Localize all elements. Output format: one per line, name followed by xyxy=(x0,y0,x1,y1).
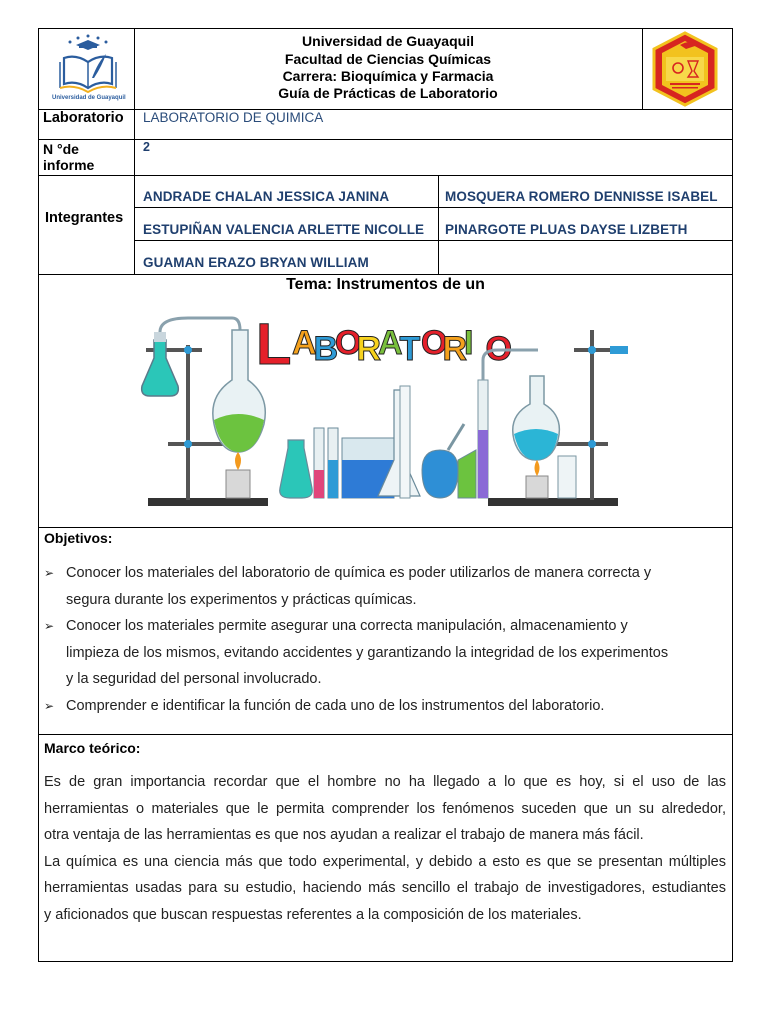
marco-line-3: otra ventaja de las herramientas es que nos ayudan a realizar el trabajo de manera más fácil. xyxy=(44,827,644,843)
member-1: ANDRADE CHALAN JESSICA JANINA xyxy=(143,189,390,204)
objetivo-3-line-1: Comprender e identificar la función de cada uno de los instrumentos del laboratorio. xyxy=(66,698,605,714)
objetivo-1-line-1: Conocer los materiales del laboratorio de química es poder utilizarlos de manera correcta y xyxy=(66,565,652,581)
marco-line-5: herramientas usadas para su estudio, haciendo más sencillo el trabajo de investigadores, estudiantes xyxy=(44,880,726,896)
banner-letter: B xyxy=(313,330,339,368)
banner-letter: A xyxy=(378,324,403,362)
logo-caption: Universidad de Guayaquil xyxy=(52,95,126,101)
banner-letter: T xyxy=(399,330,421,368)
header-guide: Guía de Prácticas de Laboratorio xyxy=(278,85,498,101)
banner-letter: I xyxy=(464,324,474,362)
arrow-bullet-icon: ➢ xyxy=(44,699,55,713)
tema-label: Tema: Instrumentos de un xyxy=(286,276,485,293)
marco-line-6: y aficionados que buscan respuestas referentes a la composición de los materiales. xyxy=(44,906,582,923)
banner-letters xyxy=(256,312,512,377)
member-2: MOSQUERA ROMERO DENNISSE ISABEL xyxy=(445,189,718,204)
marco-paragraph xyxy=(44,769,726,928)
marco-line-1: Es de gran importancia recordar que el hombre no ha llegado a lo que es hoy, si el uso de las xyxy=(44,774,726,790)
objetivo-3 xyxy=(44,693,716,720)
marco-line-2: herramientas o materiales que le permita comprender los fenómenos suceden que un su alrededor, xyxy=(44,800,726,817)
header-faculty: Facultad de Ciencias Químicas xyxy=(284,51,492,67)
laboratorio-value: LABORATORIO DE QUIMICA xyxy=(143,110,324,125)
objetivo-2-line-2: limpieza de los mismos, evitando accidentes y garantizando la integridad de los experimentos xyxy=(66,644,669,661)
banner-letter: O xyxy=(485,330,512,368)
objetivos-title: Objetivos: xyxy=(44,530,113,546)
member-3: ESTUPIÑAN VALENCIA ARLETTE NICOLLE xyxy=(143,222,425,237)
objetivo-1 xyxy=(44,560,716,613)
arrow-bullet-icon: ➢ xyxy=(44,619,55,633)
member-4: PINARGOTE PLUAS DAYSE LIZBETH xyxy=(445,222,688,237)
header-career: Carrera: Bioquímica y Farmacia xyxy=(282,68,494,84)
banner-letter: O xyxy=(335,324,362,362)
informe-label-2: informe xyxy=(43,157,95,173)
objetivo-2 xyxy=(44,613,716,693)
informe-label-1: N °de xyxy=(43,141,79,157)
banner-letter: R xyxy=(356,330,382,368)
university-logo xyxy=(48,32,128,106)
banner-letter: O xyxy=(421,324,448,362)
laboratory-illustration xyxy=(138,300,628,512)
arrow-bullet-icon: ➢ xyxy=(44,566,55,580)
member-5: GUAMAN ERAZO BRYAN WILLIAM xyxy=(143,255,369,270)
integrantes-label: Integrantes xyxy=(45,210,124,226)
objetivo-2-line-3: y la seguridad del personal involucrado. xyxy=(66,671,322,687)
laboratorio-label: Laboratorio xyxy=(43,110,124,126)
marco-title: Marco teórico: xyxy=(44,740,141,756)
faculty-emblem xyxy=(650,31,720,107)
marco-line-4: La química es una ciencia más que todo experimental, y debido a esto es que se presentan múltiples xyxy=(44,853,726,870)
informe-value: 2 xyxy=(143,140,151,154)
banner-letter: L xyxy=(256,312,292,377)
header-university: Universidad de Guayaquil xyxy=(302,33,474,49)
banner-letter: A xyxy=(292,324,317,362)
objetivo-2-line-1: Conocer los materiales permite asegurar una correcta manipulación, almacenamiento y xyxy=(66,618,628,634)
banner-letter: R xyxy=(442,330,468,368)
objetivo-1-line-2: segura durante los experimentos y prácticas químicas. xyxy=(66,591,417,608)
